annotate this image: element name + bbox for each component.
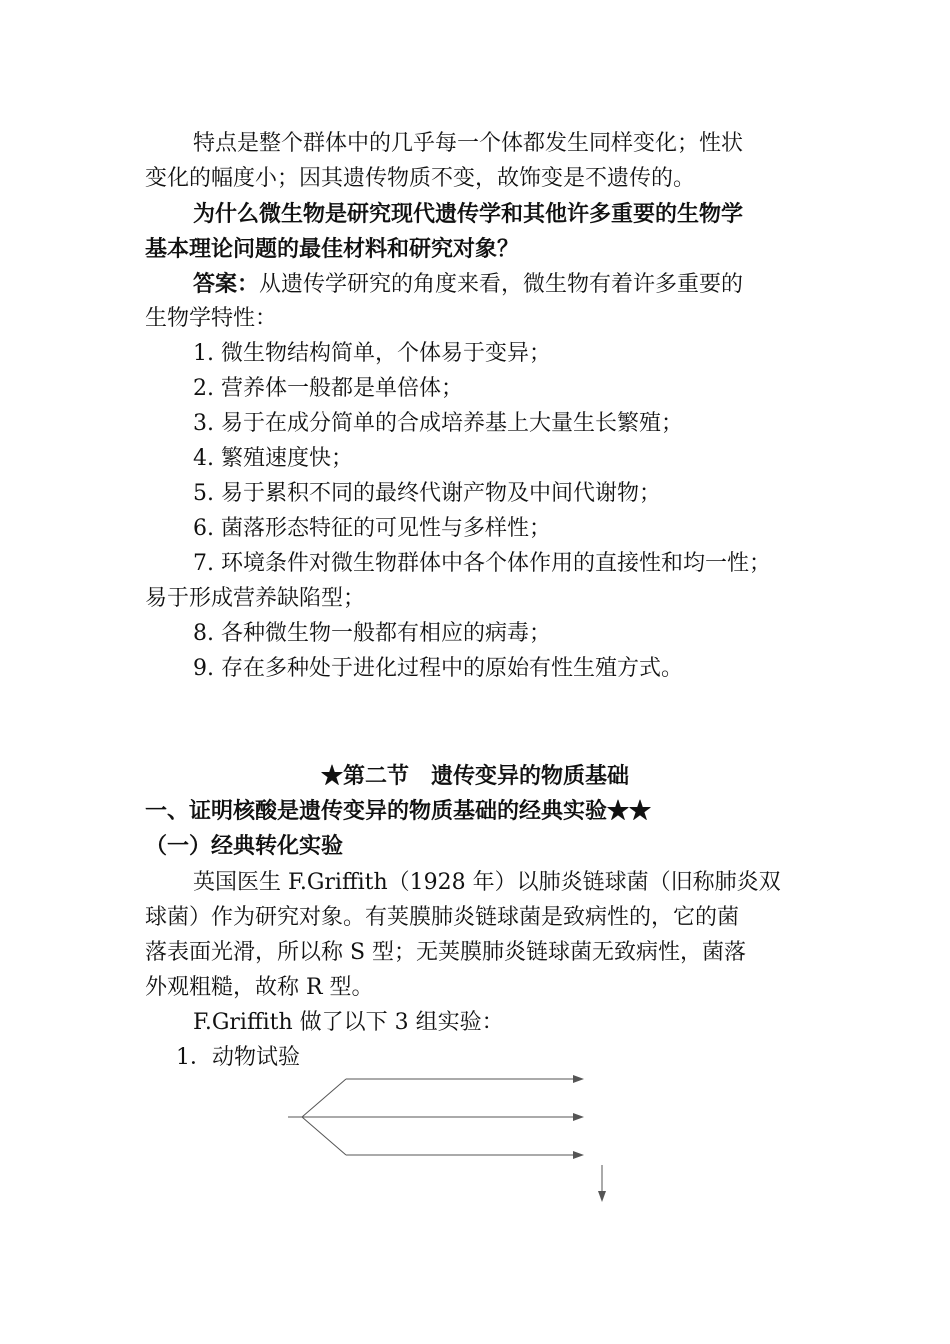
- list-item: 7. 环境条件对微生物群体中各个体作用的直接性和均一性；: [193, 551, 771, 576]
- question-line-2: 基本理论问题的最佳材料和研究对象？: [145, 236, 520, 262]
- answer-text: 从遗传学研究的角度来看，微生物有着许多重要的: [259, 272, 744, 297]
- list-item: 4. 繁殖速度快；: [193, 446, 353, 471]
- experiment-item-1: 1．动物试验: [176, 1045, 300, 1070]
- list-item-continuation: 易于形成营养缺陷型；: [145, 586, 366, 611]
- arrowhead-down-icon: [598, 1191, 606, 1202]
- intro-line-1: 特点是整个群体中的几乎每一个体都发生同样变化；性状: [193, 131, 744, 156]
- list-item: 6. 菌落形态特征的可见性与多样性；: [193, 516, 551, 541]
- intro-line-2: 变化的幅度小；因其遗传物质不变，故饰变是不遗传的。: [145, 166, 696, 191]
- experiment-branch-diagram: [280, 1070, 620, 1210]
- list-item: 5. 易于累积不同的最终代谢产物及中间代谢物；: [193, 481, 661, 506]
- list-item: 8. 各种微生物一般都有相应的病毒；: [193, 621, 551, 646]
- list-item: 3. 易于在成分简单的合成培养基上大量生长繁殖；: [193, 411, 683, 436]
- question-line-1: 为什么微生物是研究现代遗传学和其他许多重要的生物学: [193, 201, 744, 227]
- griffith-experiments-intro: F.Griffith 做了以下 3 组实验：: [193, 1010, 504, 1035]
- heading-level-1: 一、证明核酸是遗传变异的物质基础的经典实验★★: [145, 798, 652, 824]
- arrowhead-right-icon: [573, 1113, 584, 1121]
- arrowhead-right-icon: [573, 1151, 584, 1159]
- diagram-branch-upper: [302, 1079, 346, 1117]
- answer-line-2: 生物学特性：: [145, 306, 278, 331]
- griffith-line-4: 外观粗糙，故称 R 型。: [145, 975, 374, 1000]
- arrowhead-right-icon: [573, 1075, 584, 1083]
- list-item: 1. 微生物结构简单，个体易于变异；: [193, 341, 551, 366]
- section-title: ★第二节 遗传变异的物质基础: [320, 763, 629, 789]
- griffith-line-3: 落表面光滑，所以称 S 型；无荚膜肺炎链球菌无致病性，菌落: [145, 940, 747, 965]
- answer-line-1: [193, 270, 743, 299]
- list-item: 9. 存在多种处于进化过程中的原始有性生殖方式。: [193, 656, 683, 681]
- list-item: 2. 营养体一般都是单倍体；: [193, 376, 463, 401]
- griffith-line-1: 英国医生 F.Griffith（1928 年）以肺炎链球菌（旧称肺炎双: [193, 870, 781, 895]
- answer-label: 答案：: [193, 271, 260, 297]
- heading-level-2: （一）经典转化实验: [145, 833, 344, 859]
- griffith-line-2: 球菌）作为研究对象。有荚膜肺炎链球菌是致病性的，它的菌: [145, 905, 740, 930]
- diagram-branch-lower: [302, 1117, 346, 1155]
